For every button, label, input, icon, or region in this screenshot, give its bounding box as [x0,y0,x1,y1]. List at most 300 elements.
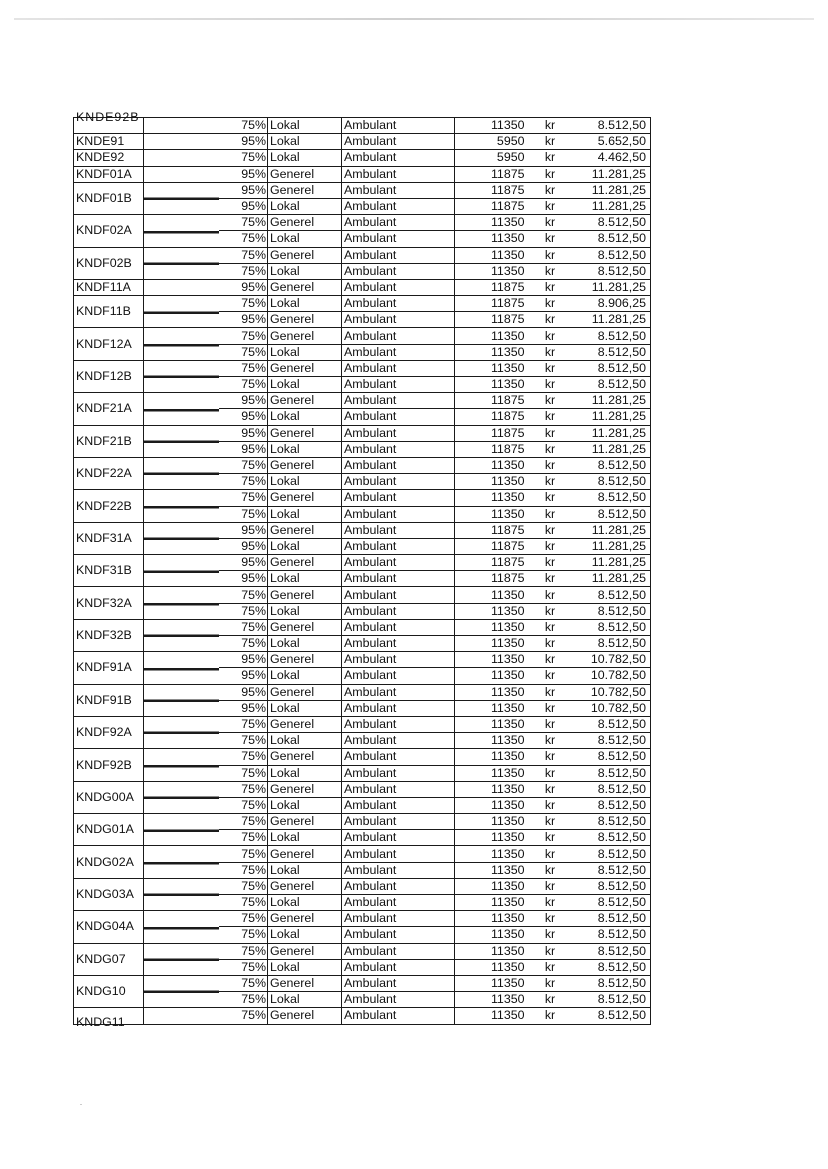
currency-cell: kr [528,441,573,457]
amount-cell: 8.512,50 [573,474,651,490]
treatment-type-cell: Ambulant [342,781,455,797]
treatment-type-cell: Ambulant [342,150,455,166]
table-row [74,457,651,473]
amount-cell: 8.512,50 [573,118,651,134]
currency-cell: kr [528,975,573,991]
amount-cell: 8.906,25 [573,296,651,312]
treatment-type-cell: Ambulant [342,895,455,911]
amount-cell: 8.512,50 [573,328,651,344]
currency-cell: kr [528,959,573,975]
amount-cell: 11.281,25 [573,198,651,214]
anaesthesia-type-cell: Generel [268,555,342,571]
treatment-type-cell: Ambulant [342,215,455,231]
base-price-cell: 11350 [455,603,528,619]
procedure-code: KNDF91A [76,660,132,675]
procedure-code-cell [74,716,144,748]
procedure-code: KNDG00A [76,789,134,804]
percent-cell: 75% [219,911,268,927]
percent-cell: 75% [219,1008,268,1024]
blank-cell [144,749,219,781]
table-row [74,279,651,295]
currency-cell: kr [528,538,573,554]
amount-cell: 8.512,50 [573,814,651,830]
amount-cell: 8.512,50 [573,215,651,231]
percent-cell: 75% [219,296,268,312]
currency-cell: kr [528,409,573,425]
blank-cell [144,652,219,684]
currency-cell: kr [528,134,573,150]
anaesthesia-type-cell: Lokal [268,830,342,846]
currency-cell: kr [528,182,573,198]
currency-cell: kr [528,474,573,490]
anaesthesia-type-cell: Generel [268,684,342,700]
treatment-type-cell: Ambulant [342,457,455,473]
currency-cell: kr [528,619,573,635]
anaesthesia-type-cell: Generel [268,587,342,603]
procedure-code: KNDG04A [76,919,134,934]
anaesthesia-type-cell: Lokal [268,198,342,214]
base-price-cell: 11350 [455,344,528,360]
table-row [74,555,651,571]
anaesthesia-type-cell: Generel [268,490,342,506]
amount-cell: 8.512,50 [573,862,651,878]
base-price-cell: 11350 [455,733,528,749]
base-price-cell: 11875 [455,198,528,214]
anaesthesia-type-cell: Generel [268,716,342,732]
base-price-cell: 11875 [455,571,528,587]
base-price-cell: 11875 [455,538,528,554]
percent-cell: 95% [219,409,268,425]
currency-cell: kr [528,652,573,668]
base-price-cell: 11350 [455,992,528,1008]
base-price-cell: 11350 [455,684,528,700]
table-row [74,619,651,635]
procedure-code-cell [74,555,144,587]
percent-cell: 95% [219,393,268,409]
anaesthesia-type-cell: Generel [268,360,342,376]
base-price-cell: 11350 [455,490,528,506]
treatment-type-cell: Ambulant [342,474,455,490]
anaesthesia-type-cell: Lokal [268,118,342,134]
procedure-code-cell [74,522,144,554]
base-price-cell: 11875 [455,296,528,312]
treatment-type-cell: Ambulant [342,134,455,150]
anaesthesia-type-cell: Generel [268,652,342,668]
base-price-cell: 11350 [455,360,528,376]
blank-cell [144,247,219,279]
base-price-cell: 11350 [455,474,528,490]
currency-cell: kr [528,360,573,376]
amount-cell: 8.512,50 [573,247,651,263]
table-row [74,182,651,198]
anaesthesia-type-cell: Lokal [268,506,342,522]
procedure-code: KNDF02B [76,255,132,270]
procedure-code-cell [74,215,144,247]
anaesthesia-type-cell: Generel [268,393,342,409]
percent-cell: 75% [219,927,268,943]
table-row [74,781,651,797]
base-price-cell: 11350 [455,943,528,959]
blank-cell [144,814,219,846]
amount-cell: 11.281,25 [573,166,651,182]
anaesthesia-type-cell: Generel [268,182,342,198]
treatment-type-cell: Ambulant [342,506,455,522]
base-price-cell: 11350 [455,247,528,263]
currency-cell: kr [528,830,573,846]
base-price-cell: 11350 [455,619,528,635]
currency-cell: kr [528,506,573,522]
base-price-cell: 11350 [455,652,528,668]
amount-cell: 8.512,50 [573,377,651,393]
base-price-cell: 11350 [455,457,528,473]
amount-cell: 8.512,50 [573,457,651,473]
procedure-code: KNDE92 [76,150,125,165]
treatment-type-cell: Ambulant [342,765,455,781]
procedure-code: KNDE92B [76,110,140,125]
anaesthesia-type-cell: Lokal [268,474,342,490]
base-price-cell: 11350 [455,118,528,134]
treatment-type-cell: Ambulant [342,166,455,182]
blank-cell [144,587,219,619]
table-row [74,716,651,732]
currency-cell: kr [528,765,573,781]
amount-cell: 11.281,25 [573,182,651,198]
currency-cell: kr [528,571,573,587]
percent-cell: 75% [219,328,268,344]
anaesthesia-type-cell: Lokal [268,263,342,279]
blank-cell [144,166,219,182]
anaesthesia-type-cell: Generel [268,943,342,959]
percent-cell: 75% [219,231,268,247]
procedure-code-cell [74,619,144,651]
percent-cell: 75% [219,959,268,975]
procedure-code: KNDF02A [76,223,132,238]
anaesthesia-type-cell: Lokal [268,603,342,619]
base-price-cell: 11350 [455,814,528,830]
treatment-type-cell: Ambulant [342,911,455,927]
procedure-code: KNDF92B [76,757,132,772]
procedure-code-cell [74,134,144,150]
blank-cell [144,182,219,214]
table-row [74,587,651,603]
amount-cell: 8.512,50 [573,959,651,975]
base-price-cell: 11350 [455,328,528,344]
treatment-type-cell: Ambulant [342,279,455,295]
base-price-cell: 11350 [455,959,528,975]
currency-cell: kr [528,1008,573,1024]
procedure-code-cell [74,684,144,716]
table-row [74,1008,651,1024]
blank-cell [144,878,219,910]
blank-cell [144,393,219,425]
anaesthesia-type-cell: Lokal [268,441,342,457]
percent-cell: 75% [219,506,268,522]
percent-cell: 95% [219,182,268,198]
percent-cell: 95% [219,538,268,554]
currency-cell: kr [528,668,573,684]
anaesthesia-type-cell: Lokal [268,344,342,360]
percent-cell: 95% [219,571,268,587]
procedure-code: KNDG11 [76,1015,125,1030]
procedure-code-cell [74,457,144,489]
scan-edge-line [14,18,814,20]
percent-cell: 75% [219,247,268,263]
table-row [74,911,651,927]
amount-cell: 8.512,50 [573,895,651,911]
blank-cell [144,911,219,943]
procedure-code-cell [74,328,144,360]
anaesthesia-type-cell: Generel [268,522,342,538]
procedure-code-cell [74,110,144,134]
amount-cell: 8.512,50 [573,263,651,279]
currency-cell: kr [528,377,573,393]
procedure-code-cell [74,279,144,295]
procedure-code-cell [74,587,144,619]
anaesthesia-type-cell: Generel [268,215,342,231]
percent-cell: 95% [219,425,268,441]
procedure-code: KNDF22A [76,466,132,481]
table-row [74,684,651,700]
base-price-cell: 11875 [455,312,528,328]
treatment-type-cell: Ambulant [342,959,455,975]
blank-cell [144,522,219,554]
blank-cell [144,975,219,1007]
base-price-cell: 11350 [455,797,528,813]
treatment-type-cell: Ambulant [342,198,455,214]
percent-cell: 95% [219,555,268,571]
currency-cell: kr [528,215,573,231]
procedure-code-cell [74,911,144,943]
treatment-type-cell: Ambulant [342,490,455,506]
treatment-type-cell: Ambulant [342,555,455,571]
table-row [74,360,651,376]
anaesthesia-type-cell: Generel [268,911,342,927]
currency-cell: kr [528,603,573,619]
base-price-cell: 5950 [455,134,528,150]
currency-cell: kr [528,166,573,182]
currency-cell: kr [528,522,573,538]
blank-cell [144,716,219,748]
treatment-type-cell: Ambulant [342,571,455,587]
table-row [74,296,651,312]
procedure-code-cell [74,975,144,1007]
treatment-type-cell: Ambulant [342,684,455,700]
currency-cell: kr [528,716,573,732]
anaesthesia-type-cell: Generel [268,247,342,263]
procedure-code: KNDF11B [76,304,131,319]
procedure-code: KNDF01B [76,190,132,205]
currency-cell: kr [528,150,573,166]
procedure-code: KNDF11A [76,279,131,294]
anaesthesia-type-cell: Lokal [268,959,342,975]
amount-cell: 8.512,50 [573,360,651,376]
procedure-code: KNDG01A [76,822,134,837]
currency-cell: kr [528,684,573,700]
procedure-code-cell [74,1008,144,1030]
anaesthesia-type-cell: Lokal [268,134,342,150]
base-price-cell: 11875 [455,393,528,409]
amount-cell: 8.512,50 [573,636,651,652]
currency-cell: kr [528,231,573,247]
base-price-cell: 11350 [455,862,528,878]
anaesthesia-type-cell: Lokal [268,895,342,911]
amount-cell: 8.512,50 [573,1008,651,1024]
amount-cell: 8.512,50 [573,911,651,927]
percent-cell: 75% [219,474,268,490]
treatment-type-cell: Ambulant [342,749,455,765]
base-price-cell: 11350 [455,878,528,894]
percent-cell: 75% [219,797,268,813]
procedure-code-cell [74,393,144,425]
treatment-type-cell: Ambulant [342,393,455,409]
blank-cell [144,1008,219,1024]
base-price-cell: 11350 [455,668,528,684]
blank-cell [144,360,219,392]
table-row [74,150,651,166]
base-price-cell: 11350 [455,231,528,247]
percent-cell: 95% [219,134,268,150]
table-row [74,215,651,231]
table-row [74,166,651,182]
anaesthesia-type-cell: Lokal [268,636,342,652]
percent-cell: 75% [219,344,268,360]
percent-cell: 75% [219,781,268,797]
currency-cell: kr [528,425,573,441]
anaesthesia-type-cell: Generel [268,814,342,830]
amount-cell: 8.512,50 [573,781,651,797]
treatment-type-cell: Ambulant [342,328,455,344]
currency-cell: kr [528,636,573,652]
treatment-type-cell: Ambulant [342,425,455,441]
amount-cell: 11.281,25 [573,409,651,425]
treatment-type-cell: Ambulant [342,830,455,846]
blank-cell [144,846,219,878]
treatment-type-cell: Ambulant [342,118,455,134]
percent-cell: 75% [219,992,268,1008]
percent-cell: 95% [219,198,268,214]
currency-cell: kr [528,279,573,295]
blank-cell [144,296,219,328]
procedure-code: KNDG02A [76,854,134,869]
treatment-type-cell: Ambulant [342,700,455,716]
percent-cell: 75% [219,733,268,749]
treatment-type-cell: Ambulant [342,231,455,247]
procedure-code: KNDF12A [76,336,132,351]
amount-cell: 11.281,25 [573,555,651,571]
table-row [74,814,651,830]
currency-cell: kr [528,927,573,943]
table-row [74,490,651,506]
anaesthesia-type-cell: Generel [268,749,342,765]
amount-cell: 8.512,50 [573,231,651,247]
currency-cell: kr [528,749,573,765]
base-price-cell: 11875 [455,279,528,295]
percent-cell: 95% [219,166,268,182]
treatment-type-cell: Ambulant [342,360,455,376]
currency-cell: kr [528,797,573,813]
procedure-code-cell [74,360,144,392]
base-price-cell: 11875 [455,441,528,457]
percent-cell: 75% [219,587,268,603]
procedure-code-cell [74,781,144,813]
anaesthesia-type-cell: Generel [268,878,342,894]
treatment-type-cell: Ambulant [342,522,455,538]
treatment-type-cell: Ambulant [342,312,455,328]
amount-cell: 10.782,50 [573,700,651,716]
table-row [74,328,651,344]
amount-cell: 8.512,50 [573,603,651,619]
currency-cell: kr [528,895,573,911]
treatment-type-cell: Ambulant [342,377,455,393]
blank-cell [144,215,219,247]
anaesthesia-type-cell: Lokal [268,668,342,684]
procedure-code: KNDF01A [76,166,132,181]
percent-cell: 75% [219,360,268,376]
percent-cell: 75% [219,619,268,635]
percent-cell: 75% [219,716,268,732]
amount-cell: 11.281,25 [573,312,651,328]
procedure-code: KNDF22B [76,498,132,513]
table-row [74,425,651,441]
currency-cell: kr [528,328,573,344]
amount-cell: 11.281,25 [573,393,651,409]
procedure-code-cell [74,425,144,457]
currency-cell: kr [528,312,573,328]
procedure-code: KNDF91B [76,692,132,707]
amount-cell: 8.512,50 [573,716,651,732]
base-price-cell: 11350 [455,587,528,603]
amount-cell: 8.512,50 [573,490,651,506]
amount-cell: 10.782,50 [573,652,651,668]
scan-speck [80,1104,82,1105]
amount-cell: 5.652,50 [573,134,651,150]
percent-cell: 75% [219,490,268,506]
amount-cell: 8.512,50 [573,846,651,862]
base-price-cell: 11350 [455,911,528,927]
amount-cell: 11.281,25 [573,425,651,441]
amount-cell: 11.281,25 [573,279,651,295]
blank-cell [144,134,219,150]
table-row [74,393,651,409]
percent-cell: 75% [219,636,268,652]
base-price-cell: 11350 [455,716,528,732]
amount-cell: 8.512,50 [573,344,651,360]
percent-cell: 75% [219,377,268,393]
anaesthesia-type-cell: Generel [268,1008,342,1024]
amount-cell: 10.782,50 [573,684,651,700]
currency-cell: kr [528,733,573,749]
anaesthesia-type-cell: Lokal [268,797,342,813]
amount-cell: 8.512,50 [573,943,651,959]
table-row [74,749,651,765]
currency-cell: kr [528,862,573,878]
base-price-cell: 11350 [455,927,528,943]
percent-cell: 75% [219,862,268,878]
currency-cell: kr [528,814,573,830]
treatment-type-cell: Ambulant [342,603,455,619]
percent-cell: 75% [219,215,268,231]
blank-cell [144,943,219,975]
procedure-code: KNDG10 [76,984,126,999]
percent-cell: 75% [219,263,268,279]
procedure-code-cell [74,814,144,846]
treatment-type-cell: Ambulant [342,587,455,603]
anaesthesia-type-cell: Lokal [268,296,342,312]
procedure-code: KNDF32A [76,595,132,610]
anaesthesia-type-cell: Generel [268,975,342,991]
anaesthesia-type-cell: Generel [268,781,342,797]
amount-cell: 8.512,50 [573,975,651,991]
